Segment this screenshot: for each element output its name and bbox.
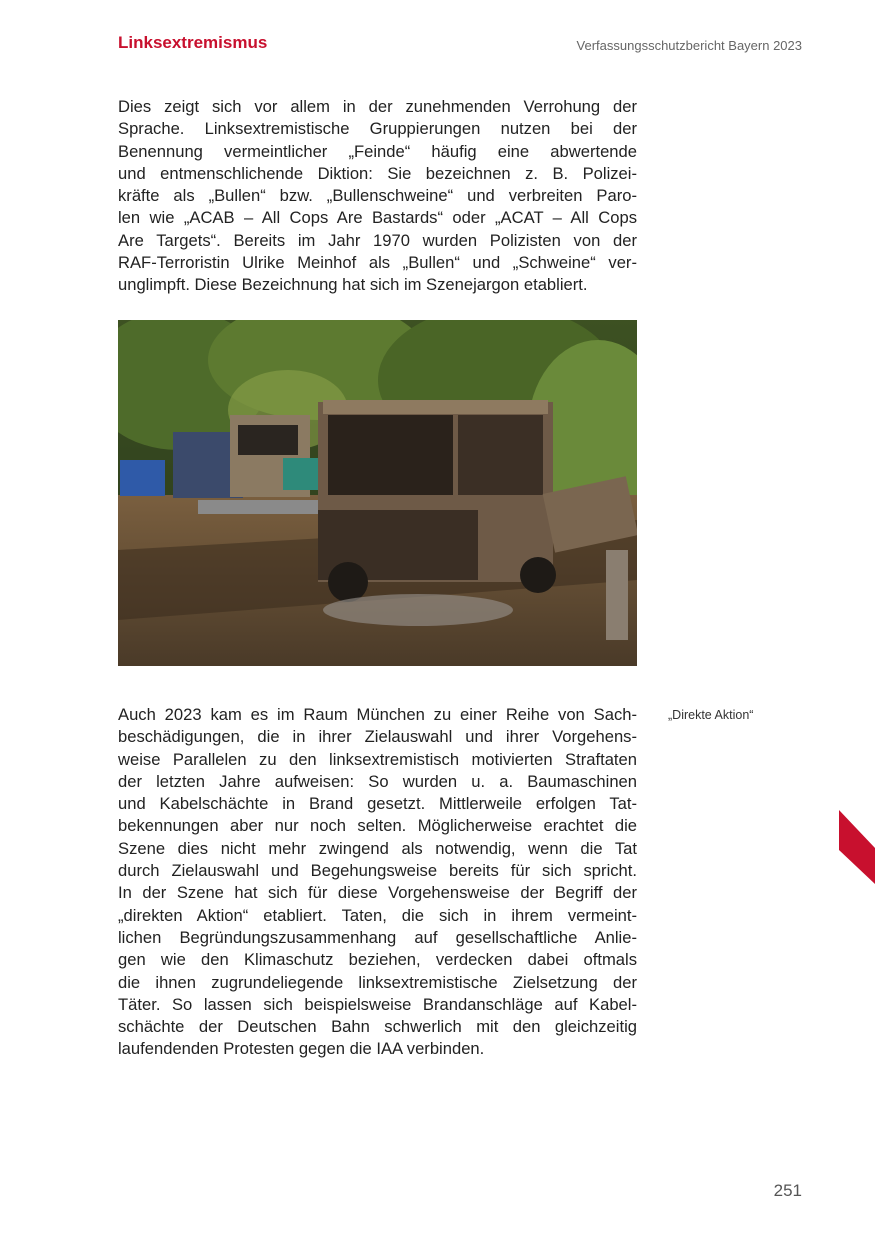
text-line: Szene dies nicht mehr zwingend als notwendig, wenn die Tat (118, 838, 637, 858)
text-line: Auch 2023 kam es im Raum München zu einer Reihe von Sach- (118, 705, 637, 724)
publication-title: Verfassungsschutzbericht Bayern 2023 (576, 38, 802, 53)
text-line: beschädigungen, die in ihrer Zielauswahl und ihrer Vorgehens- (118, 727, 637, 747)
page-number: 251 (773, 1181, 802, 1200)
paragraph-direkte-aktion (118, 704, 637, 1061)
text-line: len wie „ACAB – All Cops Are Bastards“ oder „ACAT – All Cops (118, 208, 637, 228)
text-line: unglimpft. Diese Bezeichnung hat sich im Szenejargon etabliert. (118, 275, 588, 295)
text-line: Täter. So lassen sich beispielsweise Brandanschläge auf Kabel- (118, 994, 637, 1014)
text-line: RAF-Terroristin Ulrike Meinhof als „Bullen“ und „Schweine“ ver- (118, 253, 637, 273)
text-line: Sprache. Linksextremistische Gruppierungen nutzen bei der (118, 119, 637, 139)
text-line: weise Parallelen zu den linksextremistisch motivierten Straftaten (118, 749, 637, 769)
text-line: laufendenden Protesten gegen die IAA verbinden. (118, 1039, 485, 1059)
text-line: In der Szene hat sich für diese Vorgehensweise der Begriff der (118, 883, 637, 903)
text-line: durch Zielauswahl und Begehungsweise bereits für sich spricht. (118, 861, 637, 881)
section-title: Linksextremismus (118, 33, 268, 52)
text-line: kräfte als „Bullen“ bzw. „Bullenschweine“ und verbreiten Paro- (118, 186, 637, 206)
text-line: „direkten Aktion“ etabliert. Taten, die sich in ihrem vermeint- (118, 905, 637, 925)
text-line: und entmenschlichende Diktion: Sie bezeichnen z. B. Polizei- (118, 163, 637, 183)
text-line: der letzten Jahre aufweisen: So wurden u. a. Baumaschinen (118, 771, 637, 791)
text-line: bekennungen aber nur noch selten. Möglicherweise erachtet die (118, 816, 637, 836)
text-line: und Kabelschächte in Brand gesetzt. Mittlerweile erfolgen Tat- (118, 794, 637, 814)
burned-trucks-photo (118, 320, 637, 666)
text-line: Are Targets“. Bereits im Jahr 1970 wurden Polizisten von der (118, 230, 637, 250)
text-line: Dies zeigt sich vor allem in der zunehmenden Verrohung der (118, 97, 637, 116)
text-line: gen wie den Klimaschutz beziehen, verdecken dabei oftmals (118, 950, 637, 970)
chapter-tab-marker (839, 810, 875, 884)
marginal-note: „Direkte Aktion“ (668, 708, 754, 722)
text-line: die ihnen zugrundeliegende linksextremistische Zielsetzung der (118, 972, 637, 992)
paragraph-verrohung (118, 96, 637, 297)
text-line: lichen Begründungszusammenhang auf gesellschaftliche Anlie- (118, 927, 637, 947)
text-line: Benennung vermeintlicher „Feinde“ häufig eine abwertende (118, 141, 637, 161)
text-line: schächte der Deutschen Bahn schwerlich mit den gleichzeitig (118, 1017, 637, 1037)
